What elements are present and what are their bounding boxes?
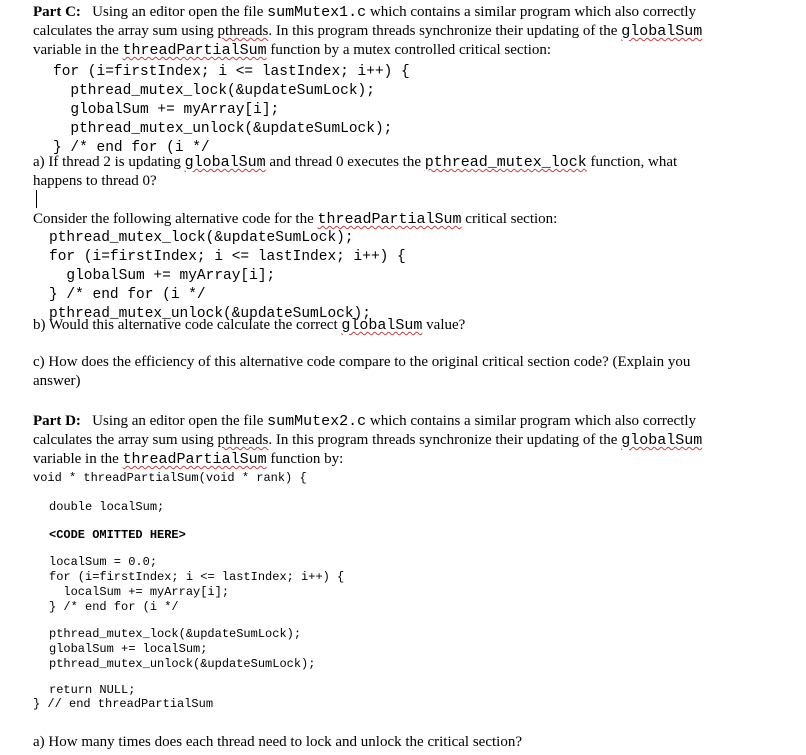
filename: sumMutex2.c	[267, 413, 367, 430]
code-lock-block: pthread_mutex_lock(&updateSumLock); globalSum += localSum; pthread_mutex_unlock(&updateSumLock);	[49, 627, 316, 671]
filename: sumMutex1.c	[267, 4, 367, 21]
part-c-line-2: calculates the array sum using pthreads. In this program threads synchronize their updating of the globalSum	[33, 23, 703, 40]
alt-code-intro: Consider the following alternative code for the threadPartialSum critical section:	[33, 211, 558, 228]
question-c-a: a) If thread 2 is updating globalSum and thread 0 executes the pthread_mutex_lock function, what	[33, 154, 678, 171]
code-end: } // end threadPartialSum	[33, 697, 214, 711]
part-c-line-1: Part C: Using an editor open the file sumMutex1.c which contains a similar program which also correctly	[33, 4, 697, 21]
code-omitted: <CODE OMITTED HERE>	[49, 528, 186, 542]
code-block-2: pthread_mutex_lock(&updateSumLock); for (i=firstIndex; i <= lastIndex; i++) { globalSum += myArray[i]; } /* end for (i */ pthread_mutex_unlock(&updateSumLock);	[49, 230, 406, 322]
part-c-line-3: variable in the threadPartialSum function by a mutex controlled critical section:	[33, 42, 552, 59]
part-d-line-1: Part D: Using an editor open the file sumMutex2.c which contains a similar program which also correctly	[33, 413, 697, 430]
code-local-decl: double localSum;	[49, 500, 165, 514]
question-c-a-cont: happens to thread 0?	[33, 173, 157, 189]
text-cursor	[36, 190, 37, 208]
part-d-line-3: variable in the threadPartialSum function by:	[33, 451, 344, 468]
part-c-heading: Part C:	[33, 4, 81, 20]
code-loop: localSum = 0.0; for (i=firstIndex; i <= lastIndex; i++) { localSum += myArray[i]; } /* end for (i */	[49, 555, 345, 614]
part-d-heading: Part D:	[33, 413, 81, 429]
question-c-c: c) How does the efficiency of this alternative code compare to the original critical section code? (Explain you	[33, 354, 691, 370]
question-d-a: a) How many times does each thread need to lock and unlock the critical section?	[33, 734, 522, 750]
code-block-1: for (i=firstIndex; i <= lastIndex; i++) { pthread_mutex_lock(&updateSumLock); globalSum += myArray[i]; pthread_mutex_unlock(&updateSumLock); } /* end for (i */	[53, 64, 410, 156]
question-c-b: b) Would this alternative code calculate the correct globalSum value?	[33, 317, 466, 334]
code-return: return NULL;	[49, 683, 136, 697]
part-d-line-2: calculates the array sum using pthreads. In this program threads synchronize their updating of the globalSum	[33, 432, 703, 449]
code-signature: void * threadPartialSum(void * rank) {	[33, 471, 307, 485]
question-c-c-cont: answer)	[33, 373, 81, 389]
